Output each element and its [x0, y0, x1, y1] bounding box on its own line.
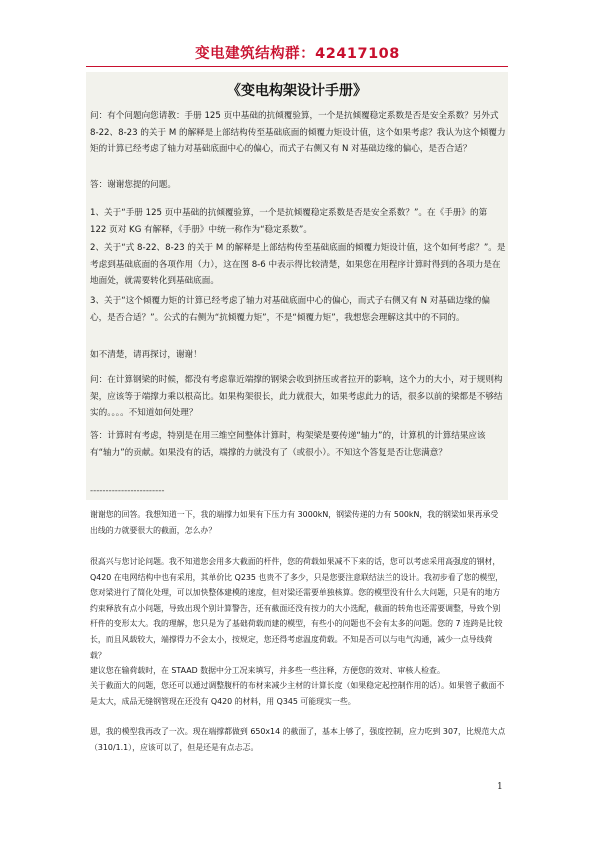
question-1-paragraph: 问：有个问题向您请教：手册 125 页中基础的抗倾覆验算，一个是抗倾覆稳定系数是否是安全系数？另外式 8-22、8-23 的关于 M 的解释是上部结构传至基础底面的倾覆力矩设计值，这个如果考虑？我认为这个倾覆力矩的计算已经考虑了轴力对基础底面中心的偏心，而式子右侧又有 N 对基础边缘的偏心，是否合适？ — [90, 111, 506, 154]
answer-point-2-paragraph: 2、关于“式 8-22、8-23 的关于 M 的解释是上部结构传至基础底面的倾覆力矩设计值，这个如何考虑？”。是考虑到基础底面的各项作用（力），这在图 8-6 中表示得比较清楚，如果您在用程序计算时得到的各项力是在地面处，就需要转化到基础底面。 — [90, 243, 506, 286]
answer-point-3-paragraph: 3、关于“这个倾覆力矩的计算已经考虑了轴力对基础底面中心的偏心，而式子右侧又有 N 对基础边缘的偏心，是否合适？”。公式的右侧为“抗倾覆力矩”，不是“倾覆力矩”，我想您会理解这其中的不同的。 — [90, 296, 490, 323]
page-number: 1 — [497, 782, 503, 792]
staad-suggestion-paragraph: 建议您在输荷载时，在 STAAD 数据中分工况来填写，并多些一些注释，方便您的效对、审核人检查。 — [90, 666, 445, 675]
answer-intro-paragraph: 答：谢谢您提的问题。 — [90, 180, 176, 190]
header-divider — [86, 66, 508, 67]
followup-question-paragraph: 谢谢您的回答。我想知道一下，我的端撑力如果有下压力有 3000kN，钢梁传递的力有 500kN，我的钢梁如果再承受出线的力就要很大的截面，怎么办？ — [90, 510, 499, 535]
answer-point-1-paragraph: 1、关于“手册 125 页中基础的抗倾覆验算，一个是抗倾覆稳定系数是否是安全系数？”。在《手册》的第 122 页对 KG 有解释，《手册》中统一称作为“稳定系数”。 — [90, 208, 488, 235]
document-title: 《变电构架设计手册》 — [227, 83, 367, 99]
document-header: 变电建筑结构群：42417108 — [195, 46, 400, 62]
section-size-paragraph: 关于截面大的问题，您还可以通过调整腹杆的布材来减少主材的计算长度（如果稳定起控制作用的话）。如果管子截面不是太大，成品无缝钢管现在还没有 Q420 的材料，用 Q345 可能现实一些。 — [90, 681, 505, 706]
question-2-paragraph: 问：在计算钢梁的时候，都没有考虑靠近端撑的钢梁会收到挤压或者拉开的影响，这个力的大小，对于规则构架，应该等于端撑力乘以根高比。如果构架很长，此力就很大，如果考虑此力的话，很多以前的梁都是不够结实的。。。。不知道如何处理？ — [90, 375, 503, 418]
closing-note-paragraph: 如不清楚，请再探讨，谢谢！ — [90, 350, 202, 360]
section-separator: ------------------------ — [90, 486, 165, 496]
answer-2-paragraph: 答：计算时有考虑，特别是在用三维空间整体计算时，构架梁是要传递“轴力”的，计算机的计算结果应该有“轴力”的贡献。如果没有的话，端撑的力就没有了（或很小）。不知这个答复是否让您满意？ — [90, 431, 486, 458]
final-reply-paragraph: 恩，我的模型我再改了一次。现在端撑都做到 650x14 的截面了，基本上够了，强度控制，应力吃到 307，比规范大点（310/1.1），应该可以了，但是还是有点忐忑。 — [90, 727, 506, 752]
followup-answer-paragraph: 很高兴与您讨论问题。我不知道您会用多大截面的杆件，您的荷载如果减不下来的话，您可以考虑采用高强度的钢材，Q420 在电网结构中也有采用，其单价比 Q235 也贵不了多少，只是您要注意联结法兰的设计。我初步看了您的模型，您对梁进行了简化处理，可以加快整体建模的速度，但对梁还需要单独核算。您的模型没有什么大问题，只是有的地方约束释放有点小问题，导致出现个别计算警告，还有截面还没有按力的大小选配，截面的转角也还需要调整，导致个别杆件的变形太大。我的理解，您只是为了基础荷载而建的模型，有些小的问题也不会有太多的问题。您的 7 连跨是比较长，而且风载较大，端撑得力不会太小，按规定，您还得考虑温度荷载。不知是否可以与电气沟通，减少一点导线荷载？ — [90, 557, 504, 660]
